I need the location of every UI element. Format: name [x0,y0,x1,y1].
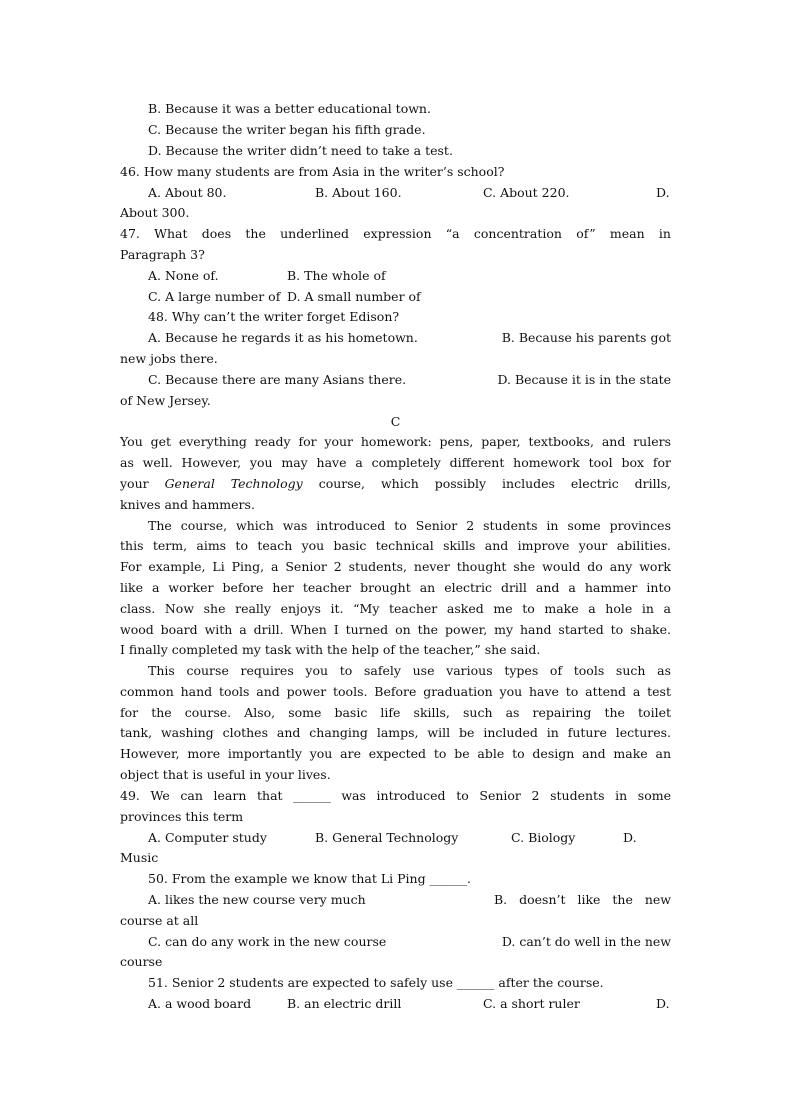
q50-option-b-part2: course at all [120,913,199,928]
q51-question: 51. Senior 2 students are expected to safely use ______ after the course. [148,975,604,990]
passage-c-p2-line2: this term, aims to teach you basic technical skills and improve your abilities. [120,538,671,553]
q46-option-a: A. About 80. [148,185,227,200]
q48-option-b-part1: B. Because his parents got [501,330,671,345]
passage-c-p1-line1: You get everything ready for your homework: pens, paper, textbooks, and rulers [120,434,671,449]
q50-option-b-part1: B. doesn’t like the new [493,892,671,907]
q50-options-row1 [148,890,671,911]
passage-c-p3-line5: However, more importantly you are expected to be able to design and make an [120,746,671,761]
passage-c-p2-line1: The course, which was introduced to Senior 2 students in some provinces [148,518,671,533]
q46-question: 46. How many students are from Asia in the writer’s school? [120,164,505,179]
passage-c-p2-line4: like a worker before her teacher brought an electric drill and a hammer into [120,580,671,595]
passage-c-p3-line2: common hand tools and power tools. Before graduation you have to attend a test [120,684,671,699]
q47-option-b: B. The whole of [287,268,386,283]
q49-option-d-text: Music [120,850,159,865]
q48-question: 48. Why can’t the writer forget Edison? [148,309,400,324]
q51-option-b: B. an electric drill [287,996,402,1011]
q47-option-d: D. A small number of [287,289,421,304]
q48-option-d-part2: of New Jersey. [120,393,211,408]
q51-options [148,994,671,1015]
q48-option-b-part2: new jobs there. [120,351,218,366]
q48-option-c: C. Because there are many Asians there. [148,372,407,387]
q47-question-line1: 47. What does the underlined expression “a concentration of” mean in [120,226,671,241]
q49-option-b: B. General Technology [315,830,459,845]
q49-question-line1: 49. We can learn that ______ was introduced to Senior 2 students in some [120,788,671,803]
q50-options-row2 [148,932,671,953]
q49-option-c: C. Biology [511,830,576,845]
q50-option-c: C. can do any work in the new course [148,934,387,949]
q50-option-d-part2: course [120,954,163,969]
passage-c-p1-line3 [120,474,671,495]
q45-option-d: D. Because the writer didn’t need to take a test. [148,143,453,158]
passage-c-p2-line7: I finally completed my task with the help of the teacher,” she said. [120,642,541,657]
q50-option-a: A. likes the new course very much [148,892,366,907]
q47-option-a: A. None of. [148,268,219,283]
q51-option-c: C. a short ruler [483,996,580,1011]
passage-c-p3-line6: object that is useful in your lives. [120,767,331,782]
passage-c-p2-line5: class. Now she really enjoys it. “My teacher asked me to make a hole in a [120,601,671,616]
passage-c-p1-line4: knives and hammers. [120,497,255,512]
q49-question-line2: provinces this term [120,809,244,824]
q46-option-d-letter: D. [656,185,670,200]
q48-option-d-part1: D. Because it is in the state [497,372,671,387]
q46-options [148,183,671,204]
q47-options-row1 [148,266,671,287]
q49-option-a: A. Computer study [148,830,267,845]
passage-c-p3-line3: for the course. Also, some basic life skills, such as repairing the toilet [120,705,671,720]
q48-option-a: A. Because he regards it as his hometown. [148,330,418,345]
passage-c-p1-line2: as well. However, you may have a completely different homework tool box for [120,455,671,470]
q51-option-a: A. a wood board [148,996,252,1011]
course-name-italic: General Technology [164,476,303,491]
q45-option-c: C. Because the writer began his fifth grade. [148,122,426,137]
q47-option-c: C. A large number of [148,289,281,304]
passage-c-p2-line3: For example, Li Ping, a Senior 2 students, never thought she would do any work [120,559,671,574]
q46-option-c: C. About 220. [483,185,570,200]
q46-option-d-text: About 300. [120,205,190,220]
q48-options-row2 [148,370,671,391]
p1-line3-start: your [120,476,165,491]
q49-option-d-letter: D. [623,830,637,845]
q50-question: 50. From the example we know that Li Ping ______. [148,871,472,886]
q51-option-d-letter: D. [656,996,670,1011]
passage-c-p3-line1: This course requires you to safely use various types of tools such as [148,663,671,678]
passage-c-p2-line6: wood board with a drill. When I turned on the power, my hand started to shake. [120,622,671,637]
q49-options [148,828,671,849]
q47-question-line2: Paragraph 3? [120,247,205,262]
q48-options-row1 [148,328,671,349]
q46-option-b: B. About 160. [315,185,402,200]
q50-option-d-part1: D. can’t do well in the new [501,934,671,949]
q45-option-b: B. Because it was a better educational town. [148,101,431,116]
passage-c-heading: C [390,414,401,429]
passage-c-p3-line4: tank, washing clothes and changing lamps, will be included in future lectures. [120,725,671,740]
q47-options-row2 [148,287,671,308]
p1-line3-end: course, which possibly includes electric drills, [302,476,671,491]
